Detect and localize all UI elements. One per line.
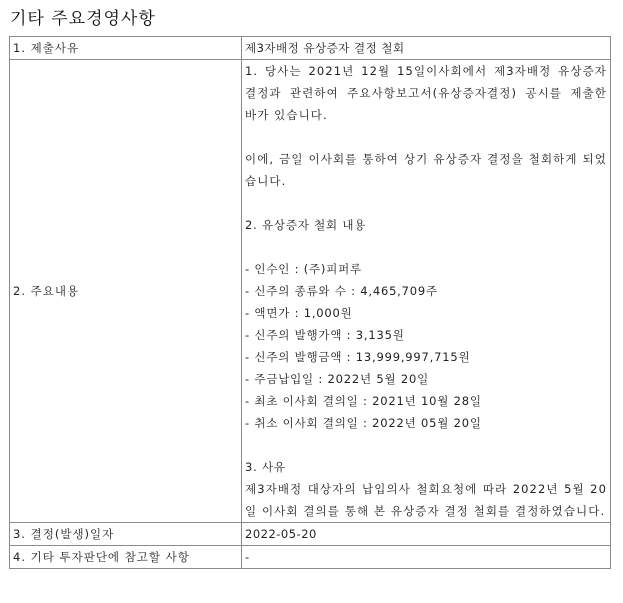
list-item: - 인수인 : (주)피퍼루 <box>245 262 362 276</box>
list-item: - 신주의 발행금액 : 13,999,997,715원 <box>245 350 471 364</box>
content-paragraph-1: 1. 당사는 2021년 12월 15일이사회에서 제3자배정 유상증자 결정과 관련하여 주요사항보고서(유상증자결정) 공시를 제출한 바가 있습니다. <box>245 64 607 122</box>
row-label-decision-date: 3. 결정(발생)일자 <box>10 523 242 546</box>
list-item: - 액면가 : 1,000원 <box>245 306 353 320</box>
section-3-text: 제3자배정 대상자의 납입의사 철회요청에 따라 2022년 5월 20일 이사회 결의를 통해 본 유상증자 결정 철회를 결정하였습니다. <box>245 482 607 518</box>
list-item: - 신주의 발행가액 : 3,135원 <box>245 328 405 342</box>
list-item: - 신주의 종류와 수 : 4,465,709주 <box>245 284 438 298</box>
main-content-cell <box>242 60 611 523</box>
table-row <box>10 37 611 60</box>
row-value-reason: 제3자배정 유상증자 결정 철회 <box>242 37 611 60</box>
section-2-heading: 2. 유상증자 철회 내용 <box>245 218 367 232</box>
list-item: - 취소 이사회 결의일 : 2022년 05월 20일 <box>245 416 482 430</box>
content-paragraph-2: 이에, 금일 이사회를 통하여 상기 유상증자 결정을 철회하게 되었습니다. <box>245 152 607 188</box>
page-title: 기타 주요경영사항 <box>10 9 156 29</box>
blank-line <box>245 434 607 456</box>
list-item: - 주금납입일 : 2022년 5월 20일 <box>245 372 429 386</box>
main-content-body <box>245 60 607 522</box>
blank-line <box>245 236 607 258</box>
table-row <box>10 546 611 569</box>
blank-line <box>245 126 607 148</box>
table-row <box>10 60 611 523</box>
row-label-other-notes: 4. 기타 투자판단에 참고할 사항 <box>10 546 242 569</box>
section-3-heading: 3. 사유 <box>245 460 286 474</box>
table-row <box>10 523 611 546</box>
row-value-decision-date: 2022-05-20 <box>242 523 611 546</box>
row-label-reason: 1. 제출사유 <box>10 37 242 60</box>
blank-line <box>245 192 607 214</box>
row-value-other-notes: - <box>242 546 611 569</box>
disclosure-table <box>9 36 611 569</box>
row-label-main-content: 2. 주요내용 <box>10 60 242 523</box>
list-item: - 최초 이사회 결의일 : 2021년 10월 28일 <box>245 394 482 408</box>
